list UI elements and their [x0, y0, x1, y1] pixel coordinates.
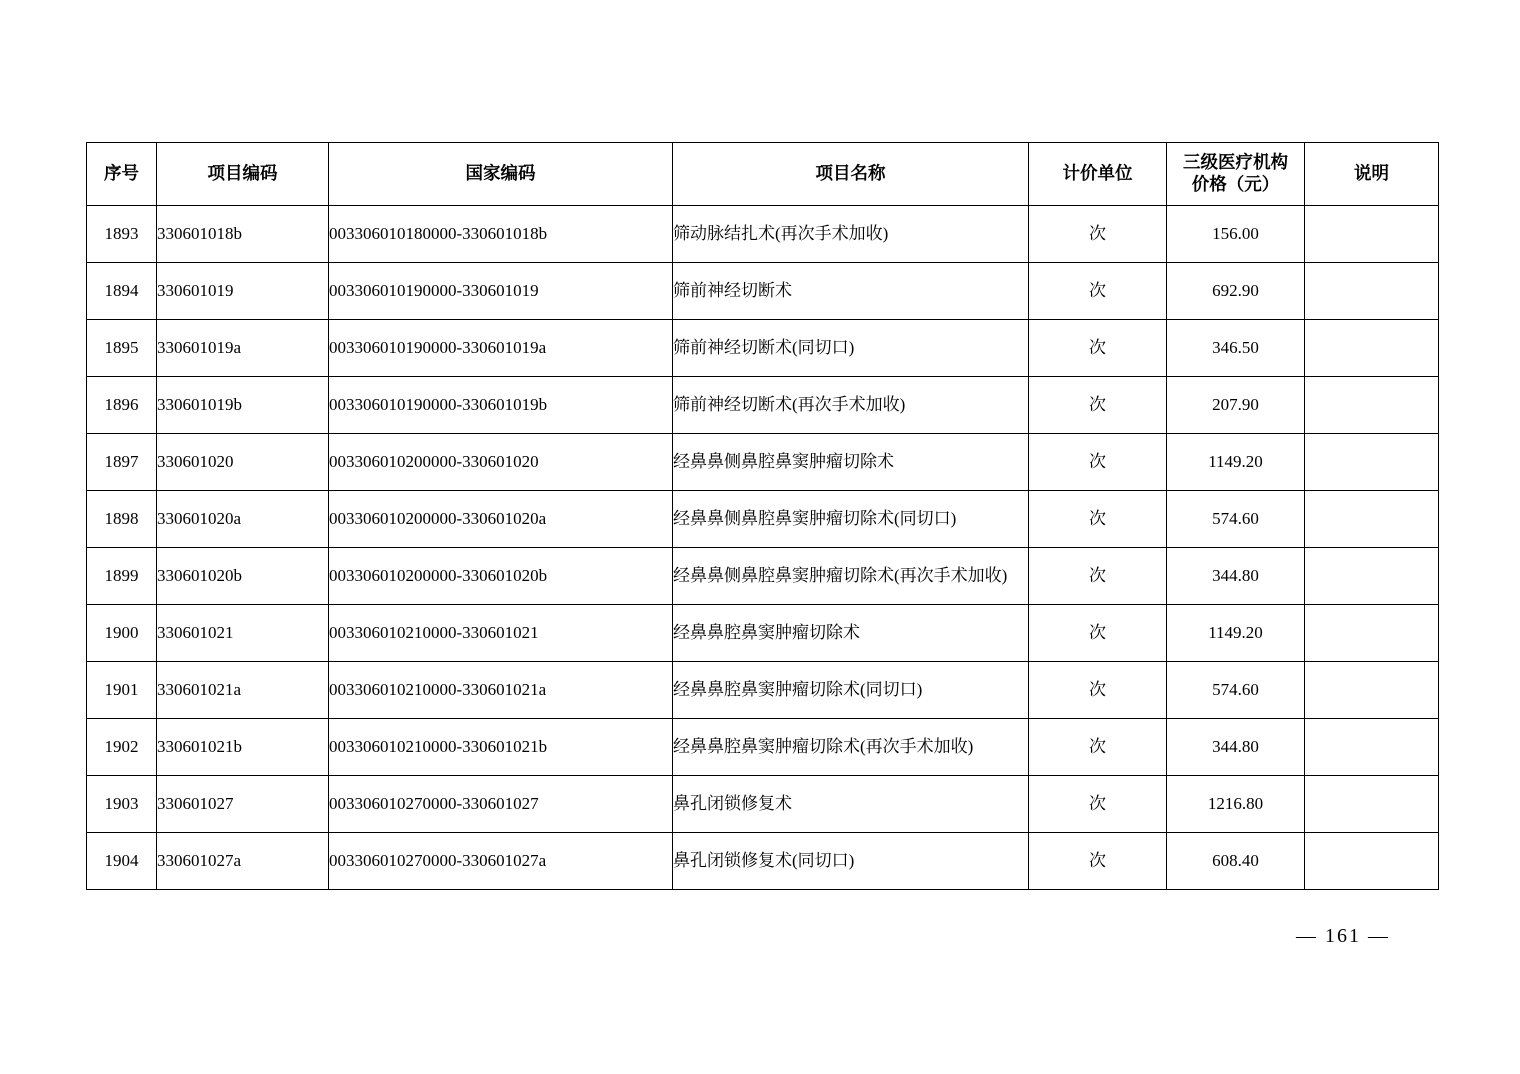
- cell-note: [1305, 206, 1439, 263]
- column-header-seq: 序号: [87, 143, 157, 206]
- cell-unit: 次: [1029, 491, 1167, 548]
- table-row: [87, 320, 1439, 377]
- column-header-price: [1167, 143, 1305, 206]
- cell-unit: 次: [1029, 206, 1167, 263]
- cell-item-name: 筛动脉结扎术(再次手术加收): [673, 206, 1029, 263]
- column-header-unit: 计价单位: [1029, 143, 1167, 206]
- cell-item-code: 330601020a: [157, 491, 329, 548]
- cell-national-code: 003306010200000-330601020b: [329, 548, 673, 605]
- cell-note: [1305, 776, 1439, 833]
- cell-item-name: 鼻孔闭锁修复术(同切口): [673, 833, 1029, 890]
- table-body: [87, 206, 1439, 890]
- cell-national-code: 003306010270000-330601027: [329, 776, 673, 833]
- cell-unit: 次: [1029, 833, 1167, 890]
- table-header-row: [87, 143, 1439, 206]
- cell-seq: 1898: [87, 491, 157, 548]
- cell-item-code: 330601027: [157, 776, 329, 833]
- cell-item-name: 筛前神经切断术: [673, 263, 1029, 320]
- cell-item-name: 筛前神经切断术(再次手术加收): [673, 377, 1029, 434]
- cell-item-code: 330601027a: [157, 833, 329, 890]
- cell-price: 346.50: [1167, 320, 1305, 377]
- table-row: [87, 776, 1439, 833]
- cell-price: 156.00: [1167, 206, 1305, 263]
- cell-national-code: 003306010190000-330601019: [329, 263, 673, 320]
- cell-unit: 次: [1029, 719, 1167, 776]
- cell-item-name: 经鼻鼻腔鼻窦肿瘤切除术(同切口): [673, 662, 1029, 719]
- cell-item-code: 330601019b: [157, 377, 329, 434]
- cell-national-code: 003306010200000-330601020: [329, 434, 673, 491]
- cell-price: 207.90: [1167, 377, 1305, 434]
- cell-unit: 次: [1029, 776, 1167, 833]
- cell-seq: 1901: [87, 662, 157, 719]
- cell-seq: 1895: [87, 320, 157, 377]
- cell-seq: 1894: [87, 263, 157, 320]
- cell-item-code: 330601020b: [157, 548, 329, 605]
- cell-item-code: 330601020: [157, 434, 329, 491]
- cell-unit: 次: [1029, 377, 1167, 434]
- cell-price: 692.90: [1167, 263, 1305, 320]
- cell-national-code: 003306010270000-330601027a: [329, 833, 673, 890]
- cell-item-name: 筛前神经切断术(同切口): [673, 320, 1029, 377]
- page-number: — 161 —: [1296, 925, 1390, 947]
- cell-note: [1305, 434, 1439, 491]
- cell-seq: 1902: [87, 719, 157, 776]
- cell-seq: 1903: [87, 776, 157, 833]
- cell-price: 1149.20: [1167, 434, 1305, 491]
- cell-item-code: 330601021b: [157, 719, 329, 776]
- cell-note: [1305, 491, 1439, 548]
- cell-seq: 1897: [87, 434, 157, 491]
- cell-seq: 1904: [87, 833, 157, 890]
- table-row: [87, 548, 1439, 605]
- cell-national-code: 003306010180000-330601018b: [329, 206, 673, 263]
- cell-price: 344.80: [1167, 719, 1305, 776]
- column-header-price-line2: 价格（元）: [1191, 174, 1280, 194]
- cell-note: [1305, 833, 1439, 890]
- cell-item-name: 经鼻鼻侧鼻腔鼻窦肿瘤切除术: [673, 434, 1029, 491]
- cell-item-name: 经鼻鼻侧鼻腔鼻窦肿瘤切除术(同切口): [673, 491, 1029, 548]
- cell-item-code: 330601019a: [157, 320, 329, 377]
- medical-service-price-table: [86, 142, 1439, 890]
- cell-seq: 1896: [87, 377, 157, 434]
- table-row: [87, 719, 1439, 776]
- cell-note: [1305, 605, 1439, 662]
- cell-seq: 1900: [87, 605, 157, 662]
- cell-national-code: 003306010190000-330601019a: [329, 320, 673, 377]
- cell-unit: 次: [1029, 605, 1167, 662]
- cell-unit: 次: [1029, 662, 1167, 719]
- table-row: [87, 491, 1439, 548]
- cell-item-code: 330601021a: [157, 662, 329, 719]
- table-row: [87, 662, 1439, 719]
- column-header-price-line1: 三级医疗机构: [1183, 152, 1288, 173]
- table-row: [87, 605, 1439, 662]
- table-row: [87, 434, 1439, 491]
- cell-price: 608.40: [1167, 833, 1305, 890]
- cell-unit: 次: [1029, 320, 1167, 377]
- cell-unit: 次: [1029, 434, 1167, 491]
- cell-national-code: 003306010190000-330601019b: [329, 377, 673, 434]
- table-header: [87, 143, 1439, 206]
- cell-national-code: 003306010210000-330601021: [329, 605, 673, 662]
- cell-note: [1305, 263, 1439, 320]
- cell-price: 344.80: [1167, 548, 1305, 605]
- cell-national-code: 003306010210000-330601021a: [329, 662, 673, 719]
- column-header-national-code: 国家编码: [329, 143, 673, 206]
- cell-item-name: 经鼻鼻侧鼻腔鼻窦肿瘤切除术(再次手术加收): [673, 548, 1029, 605]
- cell-seq: 1899: [87, 548, 157, 605]
- cell-note: [1305, 662, 1439, 719]
- cell-note: [1305, 548, 1439, 605]
- table-row: [87, 206, 1439, 263]
- cell-unit: 次: [1029, 263, 1167, 320]
- cell-price: 574.60: [1167, 491, 1305, 548]
- cell-price: 1149.20: [1167, 605, 1305, 662]
- cell-unit: 次: [1029, 548, 1167, 605]
- cell-price: 574.60: [1167, 662, 1305, 719]
- cell-note: [1305, 719, 1439, 776]
- price-table-container: [86, 142, 1438, 890]
- column-header-note: 说明: [1305, 143, 1439, 206]
- cell-note: [1305, 377, 1439, 434]
- cell-national-code: 003306010210000-330601021b: [329, 719, 673, 776]
- table-row: [87, 263, 1439, 320]
- cell-item-name: 鼻孔闭锁修复术: [673, 776, 1029, 833]
- cell-item-name: 经鼻鼻腔鼻窦肿瘤切除术: [673, 605, 1029, 662]
- table-row: [87, 833, 1439, 890]
- cell-price: 1216.80: [1167, 776, 1305, 833]
- table-row: [87, 377, 1439, 434]
- cell-item-code: 330601019: [157, 263, 329, 320]
- cell-note: [1305, 320, 1439, 377]
- cell-item-name: 经鼻鼻腔鼻窦肿瘤切除术(再次手术加收): [673, 719, 1029, 776]
- cell-seq: 1893: [87, 206, 157, 263]
- cell-item-code: 330601018b: [157, 206, 329, 263]
- column-header-item-name: 项目名称: [673, 143, 1029, 206]
- cell-national-code: 003306010200000-330601020a: [329, 491, 673, 548]
- cell-item-code: 330601021: [157, 605, 329, 662]
- column-header-item-code: 项目编码: [157, 143, 329, 206]
